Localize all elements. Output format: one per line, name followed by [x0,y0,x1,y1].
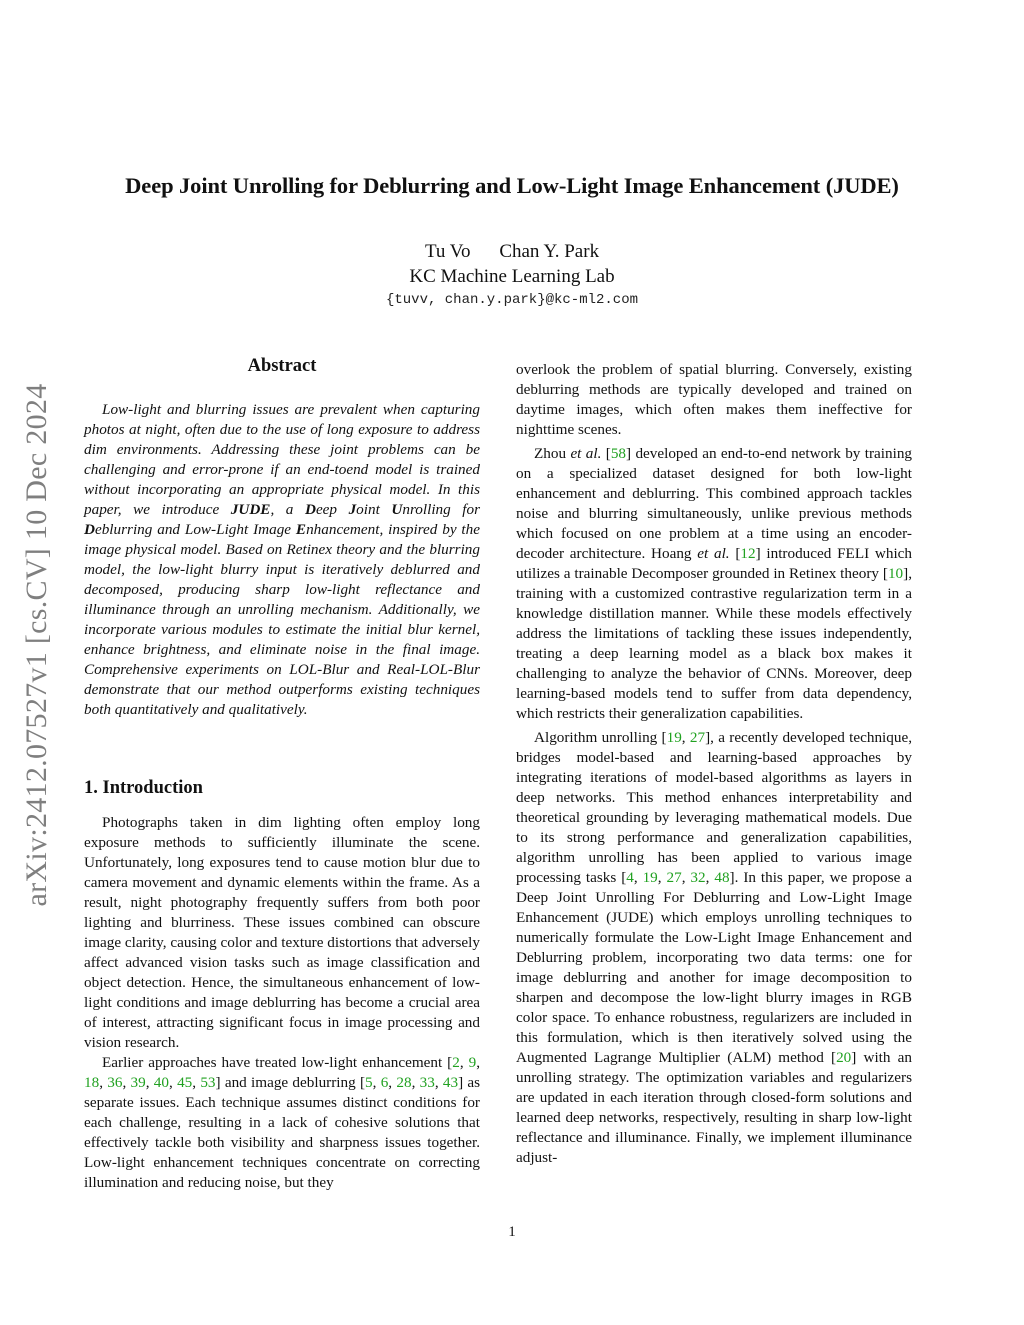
paper-title: Deep Joint Unrolling for Deblurring and Low-Light Image Enhancement (JUDE) [125,173,899,198]
author-names [0,239,1024,264]
citation-link[interactable]: 48 [714,869,730,886]
citation-link[interactable]: 19 [666,729,682,746]
abstract-body [84,400,480,720]
arxiv-identifier: arXiv:2412.07527v1 [cs.CV] 10 Dec 2024 [20,383,53,907]
abstract-text: Low-light and blurring issues are prevalent when capturing photos at night, often due to the use of long exposure to address dim environments. Addressing these joint problems can be challenging and error-prone if an end-toend model is trained without incorporating an appropriate physical model. In this paper, we introduce JUDE, a Deep Joint Unrolling for Deblurring and Low-Light Image Enhancement, inspired by the image physical model. Based on Retinex theory and the blurring model, the low-light blurry input is iteratively deblurred and decomposed, producing sharp low-light reflectance and illuminance through an unrolling mechanism. Additionally, we incorporate various modules to estimate the initial blur kernel, enhance brightness, and eliminate noise in the final image. Comprehensive experiments on LOL-Blur and Real-LOL-Blur demonstrate that our method outperforms existing techniques both quantitatively and qualitatively. [84,401,481,718]
citation-link[interactable]: 18 [84,1074,100,1091]
author-2: Chan Y. Park [499,241,600,262]
citation-link[interactable]: 58 [610,445,627,462]
citation-link[interactable]: 20 [836,1049,852,1066]
intro-heading: 1. Introduction [84,778,203,798]
citation-link[interactable]: 5 [365,1074,373,1091]
intro-paragraph-2: Earlier approaches have treated low-light enhancement [2, 9, 18, 36, 39, 40, 45, 53] and image deblurring [5, 6, 28, 33, 43] as separate issues. Each technique assumes distinct conditions for each challenge, resulting in a lack of cohesive solutions that effectively tackle both visibility and sharpness issues together. Low-light enhancement techniques concentrate on correcting illumination and reducing noise, but they [84,1054,481,1191]
citation-link[interactable]: 33 [419,1074,435,1091]
citation-link[interactable]: 19 [642,869,658,886]
citation-link[interactable]: 45 [177,1074,193,1091]
page-number: 1 [508,1224,516,1240]
citation-link[interactable]: 4 [626,869,634,886]
citation-link[interactable]: 43 [442,1074,459,1091]
intro-left-column [84,813,480,1193]
affiliation: KC Machine Learning Lab [409,266,615,287]
citation-link[interactable]: 2 [452,1054,460,1071]
right-paragraph-2: Algorithm unrolling [19, 27], a recently developed technique, bridges model-based and learning-based approaches by integrating iterations of model-based algorithms as layers in deep networks. This method enhances interpretability and theoretical grounding by leveraging mathematical models. Due to its strong performance and generalization capabilities, algorithm unrolling has been applied to various image processing tasks [4, 19, 27, 32, 48]. In this paper, we propose a Deep Joint Unrolling For Deblurring and Low-Light Image Enhancement (JUDE) which employs unrolling techniques to numerically formulate the Low-Light Image Enhancement and Deblurring problem, incorporating two data terms: one for image deblurring and another for image decomposition to sharpen and decompose the low-light blurry images in RGB color space. To enhance robustness, regularizers are included in this formulation, which is then iteratively solved using the Augmented Lagrange Multiplier (ALM) method [20] with an unrolling strategy. The optimization variables and regularizers are updated in each iteration through closed-form solutions and learned deep networks, respectively, resulting in sharp low-light reflectance and illuminance. Finally, we implement illuminance adjust- [516,729,913,1166]
arxiv-sidebar [12,345,62,945]
abstract-heading: Abstract [247,356,317,376]
citation-link[interactable]: 40 [153,1074,169,1091]
citation-link[interactable]: 9 [468,1054,477,1071]
citation-link[interactable]: 12 [740,545,756,562]
citation-link[interactable]: 53 [200,1074,216,1091]
citation-link[interactable]: 6 [380,1074,389,1091]
citation-link[interactable]: 28 [396,1074,412,1091]
right-paragraph-0: overlook the problem of spatial blurring. Conversely, existing deblurring methods are typically developed and trained on daytime images, which often makes them ineffective for nighttime scenes. [516,361,912,438]
citation-link[interactable]: 39 [130,1074,146,1091]
citation-link[interactable]: 36 [107,1074,123,1091]
author-1: Tu Vo [424,241,471,262]
author-email: {tuvv, chan.y.park}@kc-ml2.com [385,292,639,308]
intro-paragraph-1: Photographs taken in dim lighting often employ long exposure methods to sufficiently illuminate the scene. Unfortunately, long exposures tend to cause motion blur due to camera movement and dynamic elements within the frame. As a result, night photography frequently suffers from both poor lighting and blurriness. These issues combined can obscure image clarity, causing color and texture distortions that adversely affect advanced vision tasks such as image classification and object detection. Hence, the simultaneous enhancement of low-light conditions and image deblurring has become a crucial area of interest, attracting significant focus in image processing and vision research. [84,814,480,1051]
citation-link[interactable]: 10 [887,565,904,582]
right-paragraph-1: Zhou et al. [58] developed an end-to-end network by training on a specialized dataset designed for both low-light enhancement and deblurring. This combined approach tackles noise and blurring simultaneously, unlike previous methods which focused on one problem at a time using an encoder-decoder architecture. Hoang et al. [12] introduced FELI which utilizes a trainable Decomposer grounded in Retinex theory [10], training with a customized contrastive regularization term in a knowledge distillation manner. While these models effectively address the limitations of tackling these issues independently, treating a deep learning model as a black box makes it challenging to analyze the behavior of CNNs. Moreover, deep learning-based models tend to suffer from data dependency, which restricts their generalization capabilities. [516,445,913,722]
right-column [516,360,912,1168]
author-block [0,239,1024,289]
citation-link[interactable]: 27 [689,729,706,746]
citation-link[interactable]: 27 [666,869,682,886]
citation-link[interactable]: 32 [690,869,706,886]
